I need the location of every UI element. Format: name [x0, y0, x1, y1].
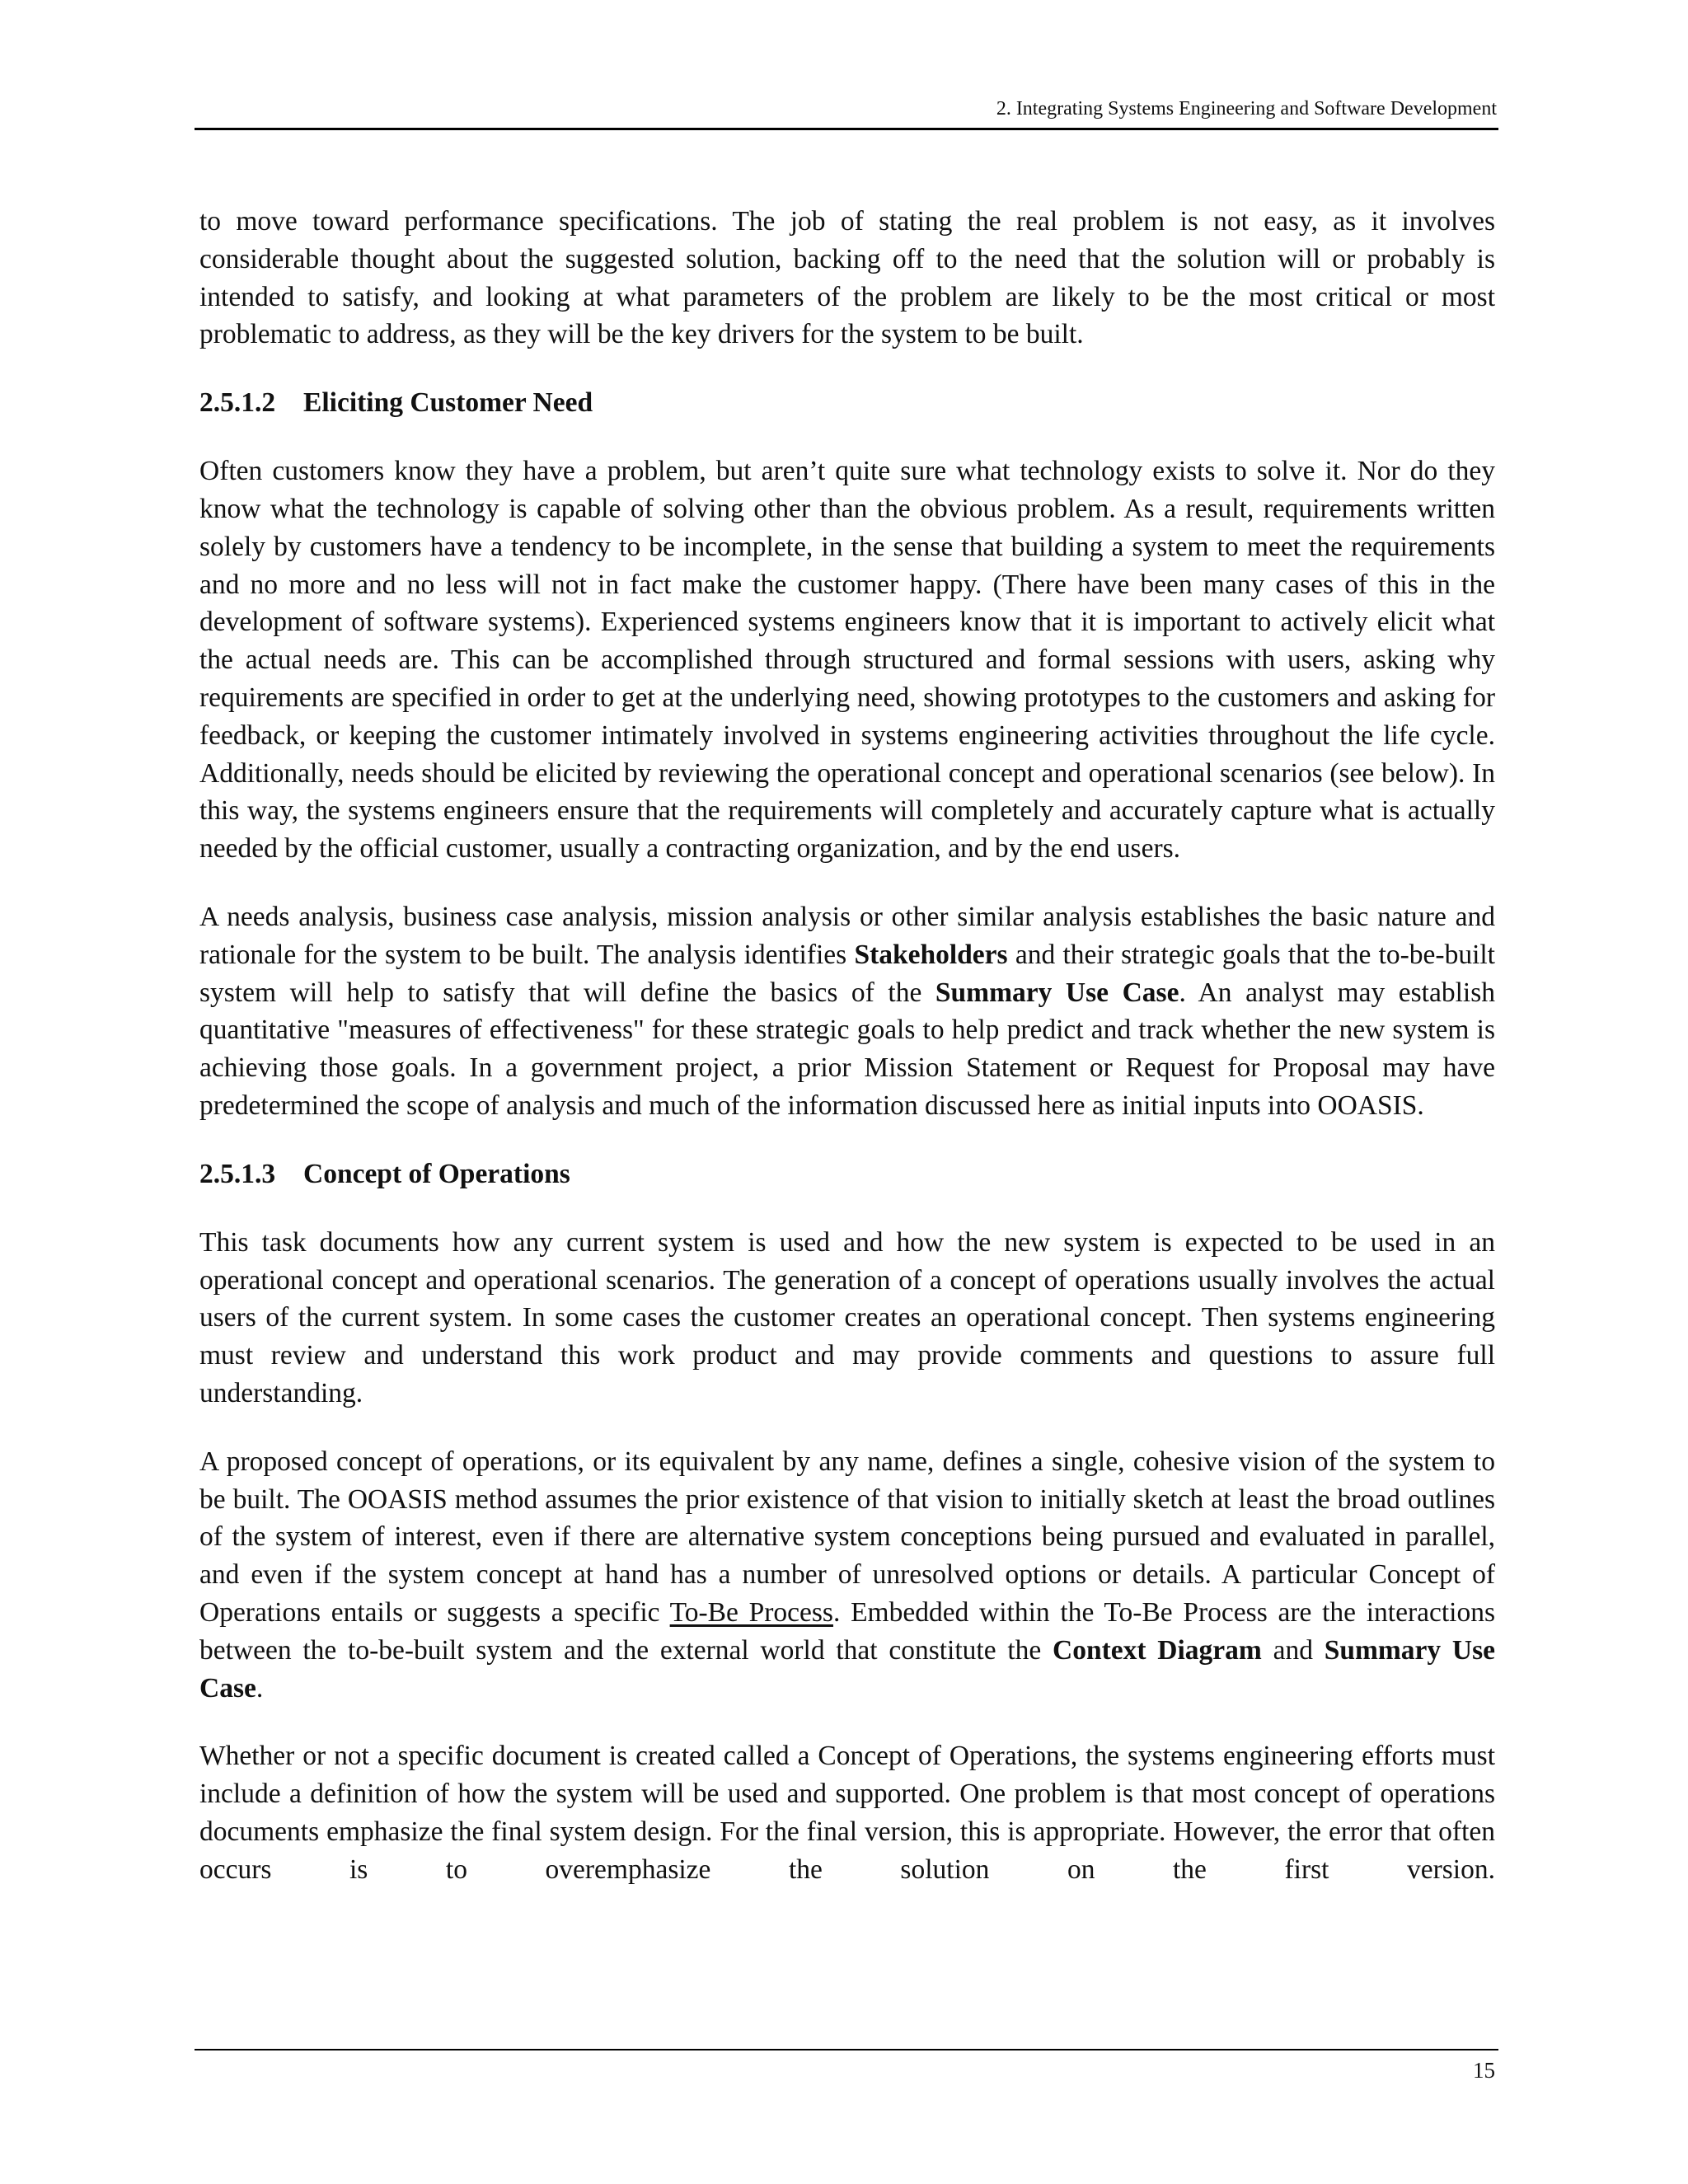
text-run: . An analyst may establish quantitative "measures of effectiveness" for these strategic goals to help predict and track whether the new system is achieving those goals. In a government project, a prior Mission Statement or Request for Proposal may have predetermined the scope of analysis and much of the information discussed here as initial inputs into OOASIS.	[199, 977, 1496, 1121]
page-number: 15	[1473, 2058, 1495, 2083]
section-heading-2-5-1-2	[199, 384, 1495, 422]
text-run: A needs analysis, business case analysis, mission analysis or other similar analysis establishes the basic nature and rationale for the system to be built. The analysis identifies	[199, 901, 1495, 970]
paragraph-concept-document: Whether or not a specific document is created called a Concept of Operations, the systems engineering efforts must include a definition of how the system will be used and supported. One problem is that most concept of operations documents emphasize the final system design. For the final version, this is appropriate. However, the error that often occurs is to overemphasize the solution on the first version.	[199, 1741, 1495, 1885]
text-run: A proposed concept of operations, or its equivalent by any name, defines a single, cohesive vision of the system to be built. The OOASIS method assumes the prior existence of that vision to initially sketch at least the broad outlines of the system of interest, even if there are alternative system conceptions being pursued and evaluated in parallel, and even if the system concept at hand has a number of unresolved options or details. A particular Concept of Operations entails or suggests a specific	[199, 1446, 1495, 1628]
section-number: 2.5.1.2	[199, 387, 276, 419]
term-summary-use-case: Summary Use Case	[935, 977, 1179, 1008]
section-title: Concept of Operations	[303, 1158, 570, 1189]
header-rule	[195, 128, 1498, 130]
paragraph-needs-analysis	[199, 898, 1495, 1125]
text-run: . Embedded within the To-Be Process are the interactions between the to-be-built system and the external world that constitute the	[199, 1596, 1496, 1666]
term-stakeholders: Stakeholders	[854, 939, 1008, 970]
paragraph-continued: to move toward performance specifications. The job of stating the real problem is not easy, as it involves considerable thought about the suggested solution, backing off to the need that the solution will or probably is intended to satisfy, and looking at what parameters of the problem are likely to be the most critical or most problematic to address, as they will be the key drivers for the system to be built.	[199, 206, 1495, 350]
term-context-diagram: Context Diagram	[1053, 1634, 1262, 1666]
paragraph-proposed-concept	[199, 1443, 1495, 1708]
text-run: .	[256, 1672, 264, 1704]
running-header: 2. Integrating Systems Engineering and Software Development	[996, 98, 1497, 120]
footer-rule	[195, 2049, 1498, 2050]
term-to-be-process: To-Be Process	[669, 1596, 833, 1628]
term-summary-use-case: Summary Use Case	[199, 1634, 1496, 1704]
text-run: and their strategic goals that the to-be-built system will help to satisfy that will define the basics of the	[199, 939, 1495, 1008]
paragraph-eliciting-need: Often customers know they have a problem, but aren’t quite sure what technology exists to solve it. Nor do they know what the technology is capable of solving other than the obvious problem. As a result, requirements written solely by customers have a tendency to be incomplete, in the sense that building a system to meet the requirements and no more and no less will not in fact make the customer happy. (There have been many cases of this in the development of software systems). Experienced systems engineers know that it is important to actively elicit what the actual needs are. This can be accomplished through structured and formal sessions with users, asking why requirements are specified in order to get at the underlying need, showing prototypes to the customers and asking for feedback, or keeping the customer intimately involved in systems engineering activities throughout the life cycle. Additionally, needs should be elicited by reviewing the operational concept and operational scenarios (see below). In this way, the systems engineers ensure that the requirements will completely and accurately capture what is actually needed by the official customer, usually a contracting organization, and by the end users.	[199, 456, 1495, 865]
section-heading-2-5-1-3	[199, 1155, 1495, 1193]
section-number: 2.5.1.3	[199, 1158, 276, 1189]
section-title: Eliciting Customer Need	[303, 387, 593, 419]
page-body	[199, 203, 1495, 1888]
paragraph-concept-of-operations: This task documents how any current system is used and how the new system is expected to be used in an operational concept and operational scenarios. The generation of a concept of operations usually involves the actual users of the current system. In some cases the customer creates an operational concept. Then systems engineering must review and understand this work product and may provide comments and questions to assure full understanding.	[199, 1226, 1495, 1408]
text-run: and	[1261, 1634, 1325, 1666]
